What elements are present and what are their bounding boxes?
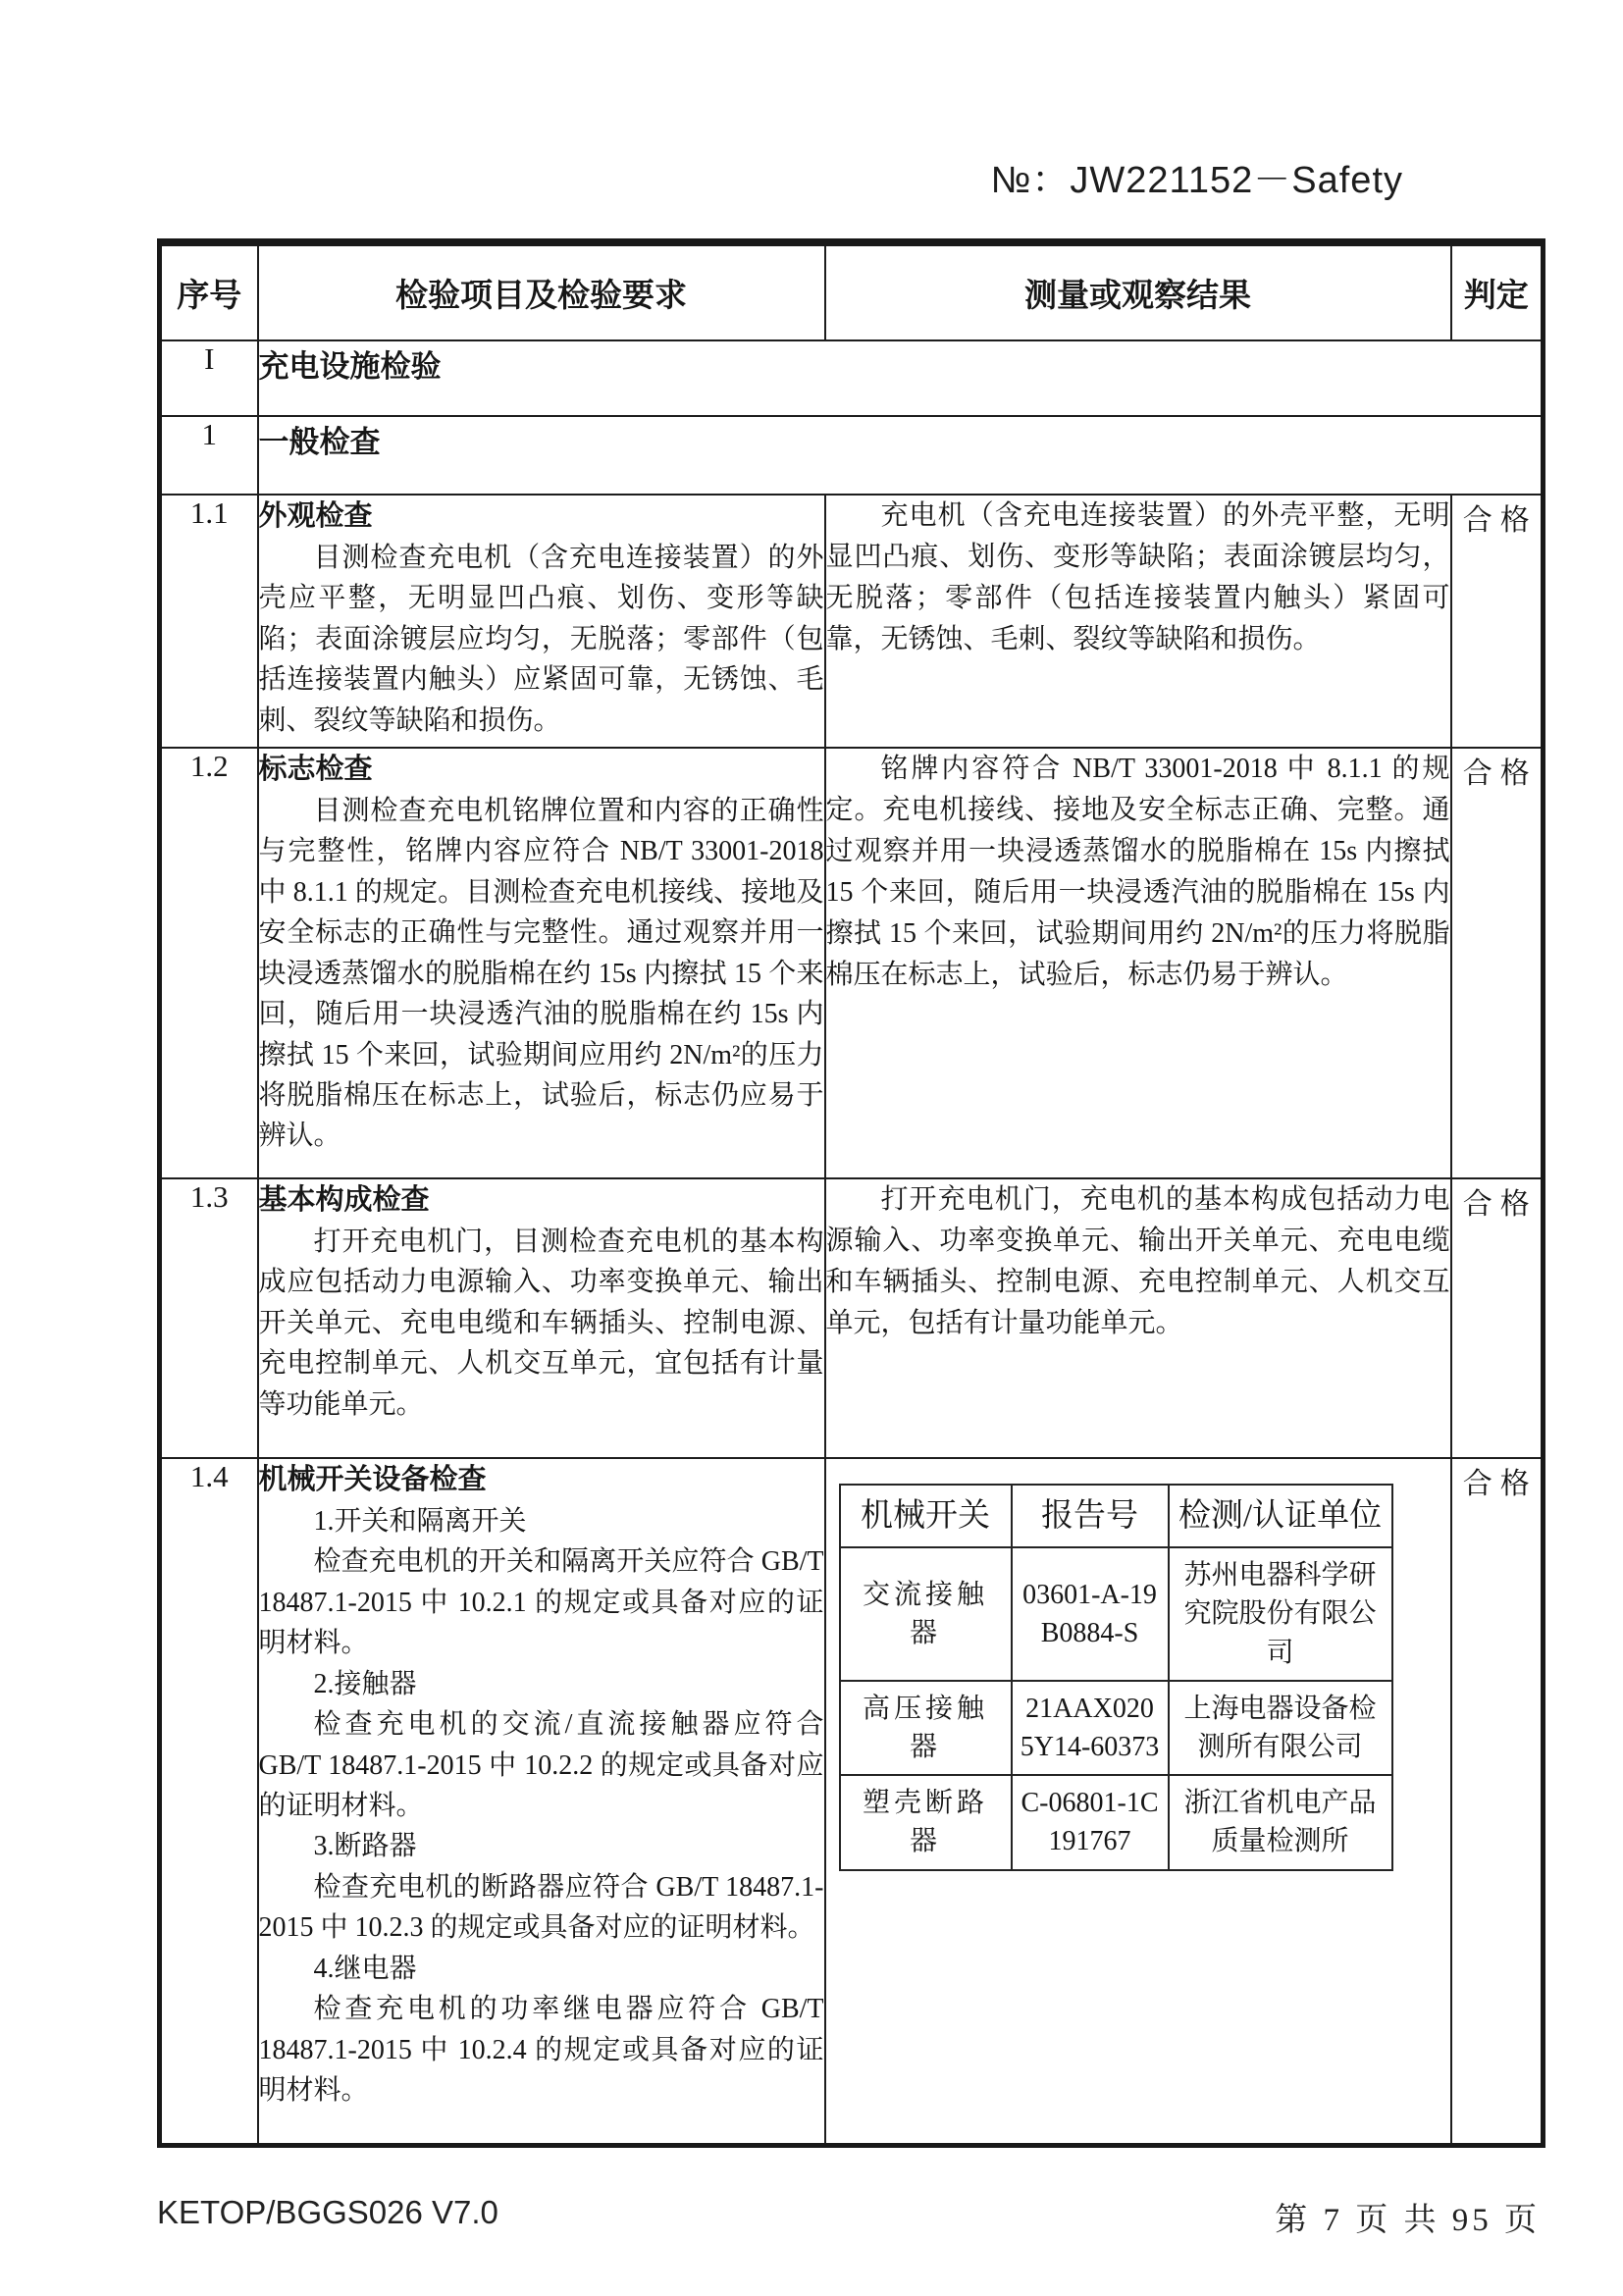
table-row-1-2 [160, 748, 1544, 1178]
inner-header-row [840, 1485, 1392, 1547]
item-cell [258, 1178, 825, 1458]
inspection-table [157, 238, 1545, 2148]
item-paragraph: 1.开关和隔离开关 [313, 1505, 527, 1537]
inner-row-hv-contactor [840, 1681, 1392, 1775]
header-serial: 序号 [160, 242, 258, 340]
table-row-1-3 [160, 1178, 1544, 1458]
item-paragraph: 检查充电机的断路器应符合 GB/T 18487.1-2015 中 10.2.3 的规定或具备对应的证明材料。 [258, 1871, 824, 1944]
inner-row-mccb [840, 1775, 1392, 1869]
section-row-I [160, 340, 1544, 416]
item-paragraph: 检查充电机的开关和隔离开关应符合 GB/T 18487.1-2015 中 10.2.1 的规定或具备对应的证明材料。 [258, 1546, 824, 1659]
item-title: 基本构成检查 [258, 1184, 430, 1216]
verdict-cell: 合格 [1451, 748, 1544, 1178]
verdict-cell: 合格 [1451, 495, 1544, 748]
report-number: C-06801-1C191767 [1012, 1775, 1169, 1869]
inner-header-agency: 检测/认证单位 [1169, 1485, 1392, 1547]
table-row-1-1 [160, 495, 1544, 748]
inner-header-switch: 机械开关 [840, 1485, 1012, 1547]
switch-name: 交流接触器 [840, 1547, 1012, 1681]
result-paragraph: 充电机（含充电连接装置）的外壳平整，无明显凹凸痕、划伤、变形等缺陷；表面涂镀层均匀，无脱落；零部件（包括连接装置内触头）紧固可靠，无锈蚀、毛刺、裂纹等缺陷和损伤。 [825, 500, 1450, 654]
item-cell [258, 748, 825, 1178]
item-cell [258, 495, 825, 748]
result-paragraph: 打开充电机门，充电机的基本构成包括动力电源输入、功率变换单元、输出开关单元、充电电缆和车辆插头、控制电源、充电控制单元、人机交互单元，包括有计量功能单元。 [825, 1184, 1450, 1338]
result-cell [825, 748, 1451, 1178]
item-cell [258, 1458, 825, 2145]
item-paragraph: 3.断路器 [313, 1831, 417, 1862]
agency-name: 浙江省机电产品质量检测所 [1169, 1775, 1392, 1869]
item-paragraph: 检查充电机的交流/直流接触器应符合 GB/T 18487.1-2015 中 10.2.2 的规定或具备对应的证明材料。 [258, 1709, 824, 1821]
agency-name: 上海电器设备检测所有限公司 [1169, 1681, 1392, 1775]
switch-name: 塑壳断路器 [840, 1775, 1012, 1869]
item-title: 标志检查 [258, 754, 373, 785]
item-paragraph: 2.接触器 [313, 1668, 417, 1699]
footer-form-code: KETOP/BGGS026 V7.0 [157, 2194, 498, 2230]
section-title: 一般检查 [258, 416, 1544, 495]
item-paragraph: 目测检查充电机（含充电连接装置）的外壳应平整，无明显凹凸痕、划伤、变形等缺陷；表面涂镀层应均匀，无脱落；零部件（包括连接装置内触头）应紧固可靠，无锈蚀、毛刺、裂纹等缺陷和损伤。 [258, 542, 824, 736]
report-number: 21AAX0205Y14-60373 [1012, 1681, 1169, 1775]
inner-row-ac-contactor [840, 1547, 1392, 1681]
serial-cell: 1.1 [160, 495, 258, 748]
item-paragraph: 4.继电器 [313, 1953, 417, 1984]
result-paragraph: 铭牌内容符合 NB/T 33001-2018 中 8.1.1 的规定。充电机接线、接地及安全标志正确、完整。通过观察并用一块浸透蒸馏水的脱脂棉在 15s 内擦拭 15 个来回，随后用一块浸透汽油的脱脂棉在 15s 内擦拭 15 个来回，试验期间用约 2N/m²的压力将脱脂棉压在标志上，试验后，标志仍易于辨认。 [825, 754, 1450, 990]
agency-name: 苏州电器科学研究院股份有限公司 [1169, 1547, 1392, 1681]
item-title: 机械开关设备检查 [258, 1464, 487, 1495]
section-serial: I [160, 340, 258, 416]
inner-header-report-no: 报告号 [1012, 1485, 1169, 1547]
page-footer [157, 2194, 1541, 2240]
item-paragraph: 打开充电机门，目测检查充电机的基本构成应包括动力电源输入、功率变换单元、输出开关单元、充电电缆和车辆插头、控制电源、充电控制单元、人机交互单元，宜包括有计量等功能单元。 [258, 1226, 824, 1420]
document-number: №：JW221152－Safety [990, 160, 1403, 201]
verdict-cell: 合格 [1451, 1178, 1544, 1458]
section-serial: 1 [160, 416, 258, 495]
table-header-row [160, 242, 1544, 340]
serial-cell: 1.2 [160, 748, 258, 1178]
footer-page-number: 第 7 页 共 95 页 [1275, 2203, 1541, 2238]
item-title: 外观检查 [258, 500, 373, 532]
header-result: 测量或观察结果 [825, 242, 1451, 340]
header-item: 检验项目及检验要求 [258, 242, 825, 340]
mechanical-switch-table [839, 1484, 1393, 1871]
verdict-cell: 合格 [1451, 1458, 1544, 2145]
item-paragraph: 目测检查充电机铭牌位置和内容的正确性与完整性，铭牌内容应符合 NB/T 33001-2018 中 8.1.1 的规定。目测检查充电机接线、接地及安全标志的正确性与完整性。通过观察并用一块浸透蒸馏水的脱脂棉在约 15s 内擦拭 15 个来回，随后用一块浸透汽油的脱脂棉在约 15s 内擦拭 15 个来回，试验期间应用约 2N/m²的压力将脱脂棉压在标志上，试验后，标志仍应易于辨认。 [258, 795, 824, 1152]
serial-cell: 1.3 [160, 1178, 258, 1458]
table-row-1-4 [160, 1458, 1544, 2145]
header-verdict: 判定 [1451, 242, 1544, 340]
serial-cell: 1.4 [160, 1458, 258, 2145]
item-paragraph: 检查充电机的功率继电器应符合 GB/T 18487.1-2015 中 10.2.4 的规定或具备对应的证明材料。 [258, 1994, 824, 2107]
result-cell [825, 1178, 1451, 1458]
report-number: 03601-A-19B0884-S [1012, 1547, 1169, 1681]
section-row-1 [160, 416, 1544, 495]
switch-name: 高压接触器 [840, 1681, 1012, 1775]
result-cell [825, 1458, 1451, 2145]
result-cell [825, 495, 1451, 748]
section-title: 充电设施检验 [258, 340, 1544, 416]
